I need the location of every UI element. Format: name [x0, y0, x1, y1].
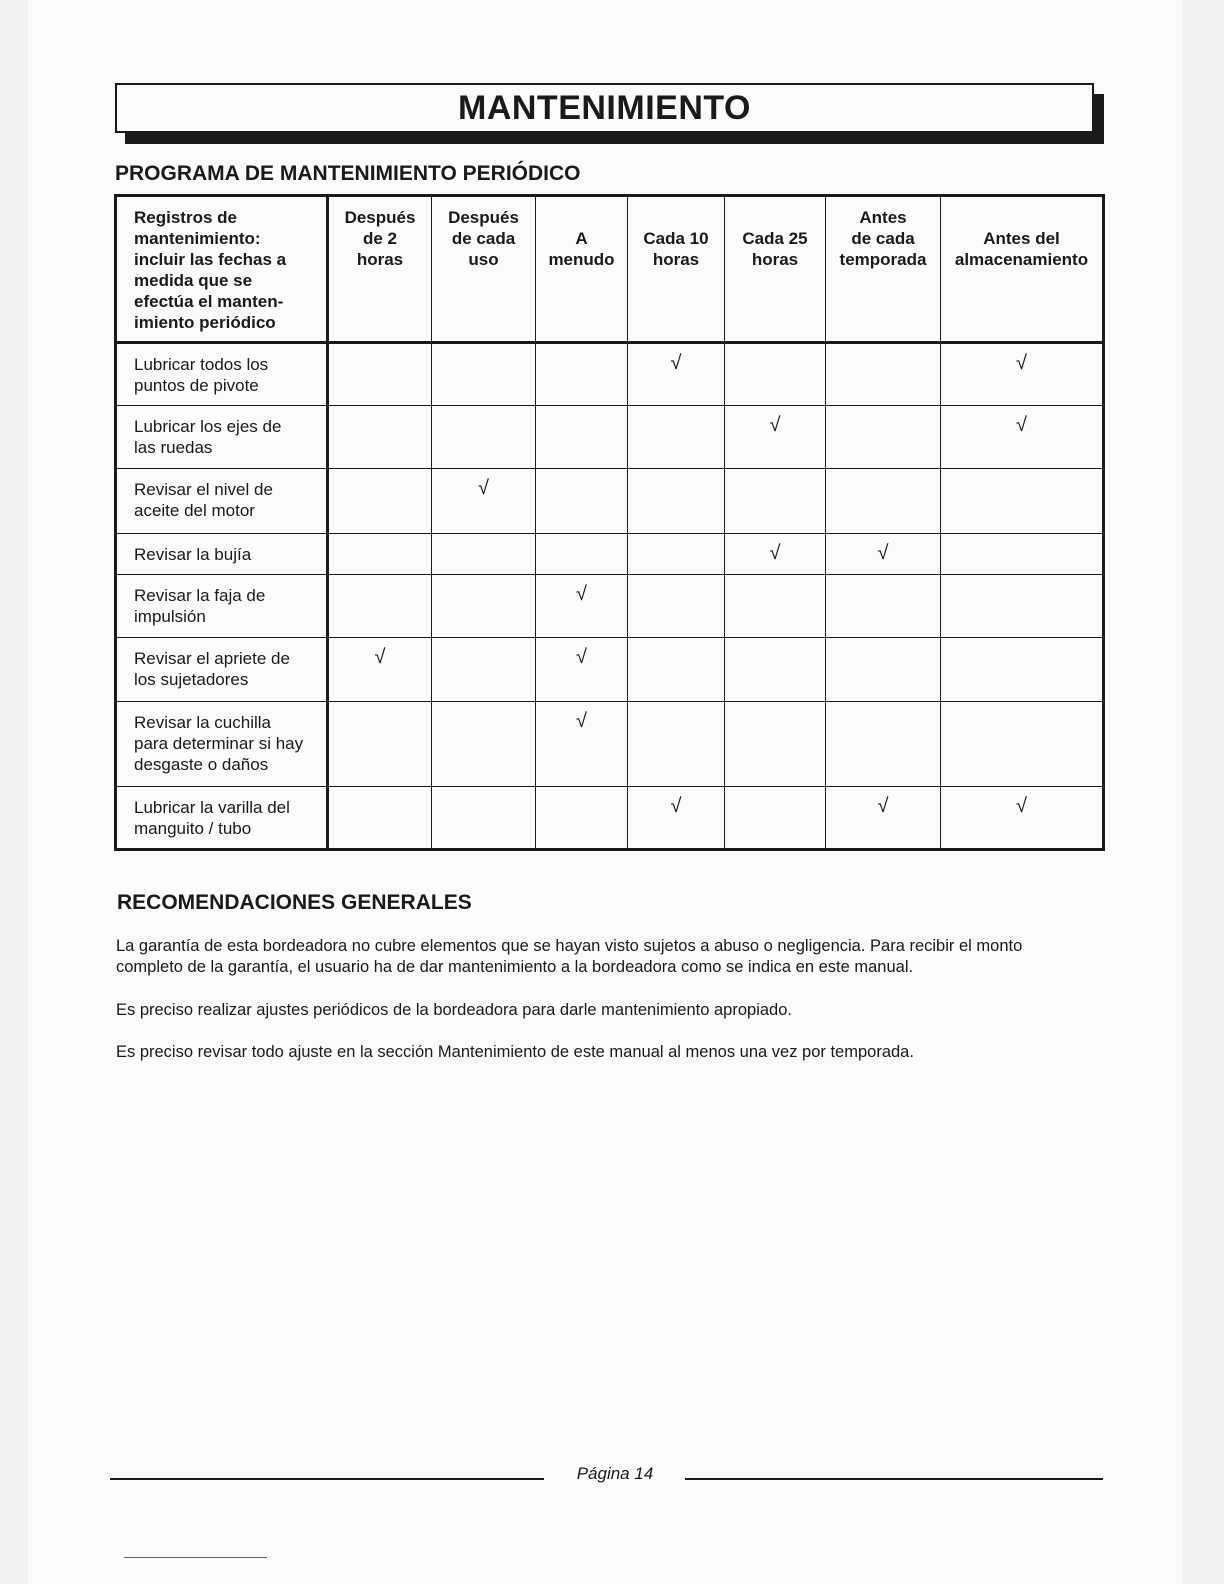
check-cell [432, 638, 536, 702]
checkmark-icon: √ [576, 646, 587, 668]
check-cell [328, 406, 432, 469]
check-cell [826, 638, 941, 702]
task-cell [116, 575, 328, 638]
column-header-2 [432, 196, 536, 343]
column-header-line: de 2 [362, 229, 398, 248]
header-records [116, 196, 328, 343]
check-cell [941, 406, 1104, 469]
check-cell [536, 406, 628, 469]
task-line: Revisar el nivel de [134, 480, 273, 499]
task-line: desgaste o daños [134, 755, 269, 774]
check-cell [725, 343, 826, 406]
task-line: los sujetadores [134, 670, 249, 689]
task-line: para determinar si hay [134, 734, 304, 753]
check-cell [826, 702, 941, 787]
task-cell [116, 406, 328, 469]
check-cell [628, 534, 725, 575]
checkmark-icon: √ [670, 352, 682, 374]
check-cell [941, 534, 1104, 575]
task-line: impulsión [134, 607, 206, 626]
check-cell [536, 787, 628, 850]
table-row [116, 343, 1104, 406]
table-row [116, 469, 1104, 534]
task-line: Lubricar la varilla del [134, 798, 290, 817]
recommendations-heading: RECOMENDACIONES GENERALES [117, 891, 472, 914]
task-line: Revisar la cuchilla [134, 713, 271, 732]
column-header-line: de cada [851, 229, 915, 248]
column-header-line: almacenamiento [954, 250, 1089, 269]
check-cell [941, 343, 1104, 406]
check-cell [826, 534, 941, 575]
column-header-line: horas [356, 250, 404, 269]
check-cell [628, 638, 725, 702]
check-cell [941, 469, 1104, 534]
column-header-3 [536, 196, 628, 343]
table-row [116, 702, 1104, 787]
column-header-line: de cada [451, 229, 516, 248]
check-cell [826, 469, 941, 534]
column-header-line: temporada [839, 250, 927, 269]
footer-rule-right [685, 1478, 1103, 1480]
table-row [116, 638, 1104, 702]
check-cell [725, 406, 826, 469]
check-cell [725, 787, 826, 850]
header-records-line: efectúa el manten- [134, 292, 284, 311]
check-cell [628, 343, 725, 406]
page-title: MANTENIMIENTO [458, 89, 751, 127]
column-header-line: horas [751, 250, 799, 269]
warranty-paragraph [116, 936, 1106, 978]
check-cell [536, 469, 628, 534]
column-header-line: Después [344, 208, 416, 227]
check-cell [725, 469, 826, 534]
task-line: Lubricar los ejes de [134, 417, 282, 436]
check-cell [328, 702, 432, 787]
check-cell [725, 575, 826, 638]
table-body [116, 343, 1104, 850]
header-records-line: medida que se [134, 271, 253, 290]
column-header-line: Cada 25 [742, 229, 808, 248]
check-cell [536, 534, 628, 575]
check-cell [328, 638, 432, 702]
check-cell [826, 406, 941, 469]
column-header-line: horas [652, 250, 700, 269]
table-header-row [116, 196, 1104, 343]
check-cell [328, 469, 432, 534]
check-cell [536, 343, 628, 406]
table-row [116, 787, 1104, 850]
check-cell [628, 406, 725, 469]
checkmark-icon: √ [769, 414, 781, 436]
task-cell [116, 702, 328, 787]
column-header-line: Después [448, 208, 519, 227]
check-cell [432, 575, 536, 638]
checkmark-icon: √ [877, 795, 889, 817]
program-heading: PROGRAMA DE MANTENIMIENTO PERIÓDICO [115, 162, 581, 185]
task-line: puntos de pivote [134, 376, 259, 395]
season-review-paragraph: Es preciso revisar todo ajuste en la sección Mantenimiento de este manual al menos una vez por temporada. [116, 1043, 914, 1061]
column-header-line [628, 207, 724, 228]
check-cell [328, 343, 432, 406]
check-cell [628, 469, 725, 534]
check-cell [628, 575, 725, 638]
task-line: aceite del motor [134, 501, 255, 520]
check-cell [536, 638, 628, 702]
task-line: las ruedas [134, 438, 213, 457]
check-cell [826, 575, 941, 638]
table-row [116, 534, 1104, 575]
task-line: Revisar el apriete de [134, 649, 290, 668]
header-records-line: mantenimiento: [134, 229, 261, 248]
column-header-6 [826, 196, 941, 343]
column-header-7 [941, 196, 1104, 343]
check-cell [941, 575, 1104, 638]
check-cell [536, 575, 628, 638]
column-header-5 [725, 196, 826, 343]
task-cell [116, 534, 328, 575]
column-header-line: Cada 10 [643, 229, 709, 248]
task-line: Lubricar todos los [134, 355, 269, 374]
check-cell [328, 787, 432, 850]
table-row [116, 406, 1104, 469]
check-cell [432, 702, 536, 787]
check-cell [328, 575, 432, 638]
header-records-line: Registros de [134, 208, 237, 227]
check-cell [536, 702, 628, 787]
check-cell [432, 534, 536, 575]
checkmark-icon: √ [1016, 414, 1027, 436]
table-row [116, 575, 1104, 638]
check-cell [725, 638, 826, 702]
checkmark-icon: √ [478, 477, 489, 499]
column-header-line: Antes [859, 208, 907, 227]
checkmark-icon: √ [769, 542, 781, 564]
task-cell [116, 638, 328, 702]
checkmark-icon: √ [670, 795, 682, 817]
link-underline [124, 1557, 267, 1558]
checkmark-icon: √ [576, 710, 587, 732]
task-cell [116, 787, 328, 850]
checkmark-icon: √ [576, 583, 587, 605]
check-cell [725, 534, 826, 575]
task-cell [116, 469, 328, 534]
check-cell [328, 534, 432, 575]
column-header-line: A [575, 229, 588, 248]
column-header-line: menudo [548, 250, 615, 269]
check-cell [432, 343, 536, 406]
checkmark-icon: √ [1016, 352, 1027, 374]
check-cell [941, 787, 1104, 850]
page-number: Página 14 [576, 1464, 654, 1483]
checkmark-icon: √ [374, 646, 386, 668]
column-header-line [536, 207, 627, 228]
column-header-4 [628, 196, 725, 343]
page-title-box [115, 83, 1094, 133]
check-cell [941, 702, 1104, 787]
task-line: Revisar la faja de [134, 586, 266, 605]
check-cell [628, 702, 725, 787]
header-records-line: incluir las fechas a [134, 250, 287, 269]
column-header-line: Antes del [983, 229, 1060, 248]
check-cell [432, 469, 536, 534]
check-cell [432, 406, 536, 469]
check-cell [725, 702, 826, 787]
warranty-line-2: completo de la garantía, el usuario ha de dar mantenimiento a la bordeadora como se indica en este manual. [116, 958, 914, 976]
check-cell [826, 787, 941, 850]
task-cell [116, 343, 328, 406]
header-records-line: imiento periódico [134, 313, 276, 332]
adjustments-paragraph: Es preciso realizar ajustes periódicos de la bordeadora para darle mantenimiento apropiado. [116, 1001, 792, 1019]
column-header-line [941, 207, 1102, 228]
check-cell [941, 638, 1104, 702]
column-header-line: uso [468, 250, 499, 269]
column-header-line [725, 207, 825, 228]
check-cell [432, 787, 536, 850]
task-line: manguito / tubo [134, 819, 252, 838]
maintenance-table [114, 194, 1105, 851]
check-cell [826, 343, 941, 406]
warranty-line-1: La garantía de esta bordeadora no cubre elementos que se hayan visto sujetos a abuso o negligencia. Para recibir el monto [116, 937, 1023, 955]
task-line: Revisar la bujía [134, 545, 252, 564]
checkmark-icon: √ [1016, 795, 1027, 817]
check-cell [628, 787, 725, 850]
checkmark-icon: √ [877, 542, 889, 564]
footer-rule-left [110, 1478, 544, 1480]
column-header-1 [328, 196, 432, 343]
